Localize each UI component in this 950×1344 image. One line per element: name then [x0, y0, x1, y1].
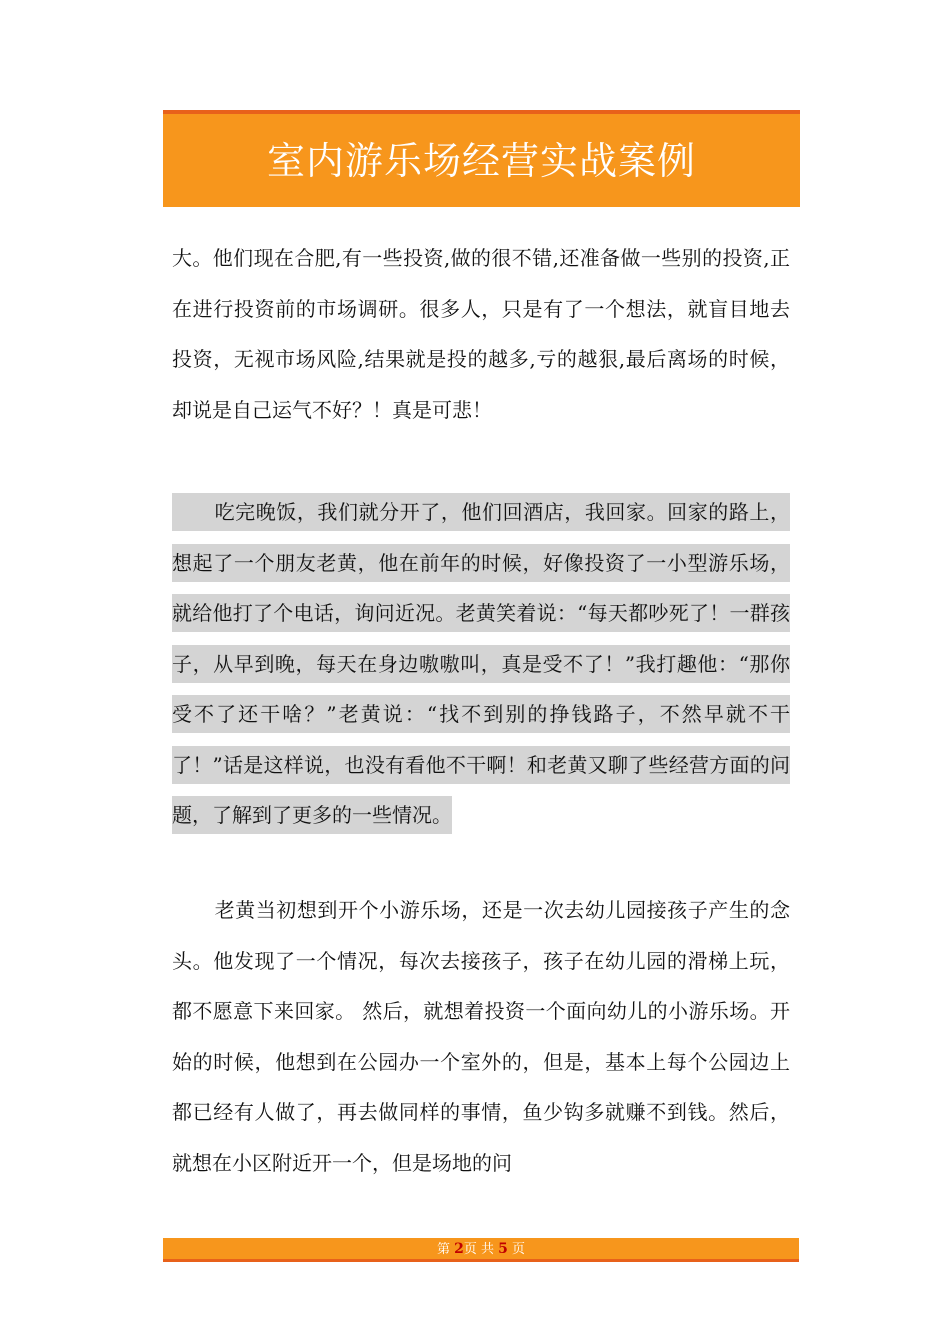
- paragraph-3-text: 老黄当初想到开个小游乐场，还是一次去幼儿园接孩子产生的念头。他发现了一个情况，每次去接孩子，孩子在幼儿园的滑梯上玩，都不愿意下来回家。 然后，就想着投资一个面向幼儿的小游乐场。开始的时候，他想到在公园办一个室外的，但是，基本上每个公园边上都已经有人做了，再去做同样的事情，鱼少钩多就赚不到钱。然后，就想在小区附近开一个，但是场地的问: [172, 898, 790, 1175]
- page-middle: 页 共: [463, 1242, 494, 1257]
- total-pages-number: 5: [498, 1241, 508, 1257]
- paragraph-2-text: 吃完晚饭，我们就分开了，他们回酒店，我回家。回家的路上，想起了一个朋友老黄，他在前年的时候，好像投资了一小型游乐场，就给他打了个电话，询问近况。老黄笑着说：“每天都吵死了！一群孩子，从早到晚，每天在身边嗷嗷叫，真是受不了！”我打趣他：“那你受不了还干啥？”老黄说：“找不到别的挣钱路子，不然早就不干了！”话是这样说，也没有看他不干啊！和老黄又聊了些经营方面的问题，了解到了更多的一些情况。: [172, 500, 790, 827]
- paragraph-3: [172, 885, 790, 1188]
- page-indicator: [163, 1240, 799, 1259]
- page-prefix: 第: [436, 1242, 450, 1257]
- footer-band: [163, 1238, 799, 1262]
- current-page-number: 2: [454, 1241, 464, 1257]
- highlight-span: [172, 493, 790, 834]
- document-title: 室内游乐场经营实战案例: [266, 139, 696, 183]
- paragraph-2-highlighted: [172, 487, 790, 841]
- header-band: [163, 110, 800, 207]
- page-suffix: 页: [512, 1242, 526, 1257]
- paragraph-1: 大。他们现在合肥,有一些投资,做的很不错,还准备做一些别的投资,正在进行投资前的市场调研。很多人，只是有了一个想法，就盲目地去投资，无视市场风险,结果就是投的越多,亏的越狠,最后离场的时候，却说是自己运气不好？！真是可悲！: [172, 246, 790, 422]
